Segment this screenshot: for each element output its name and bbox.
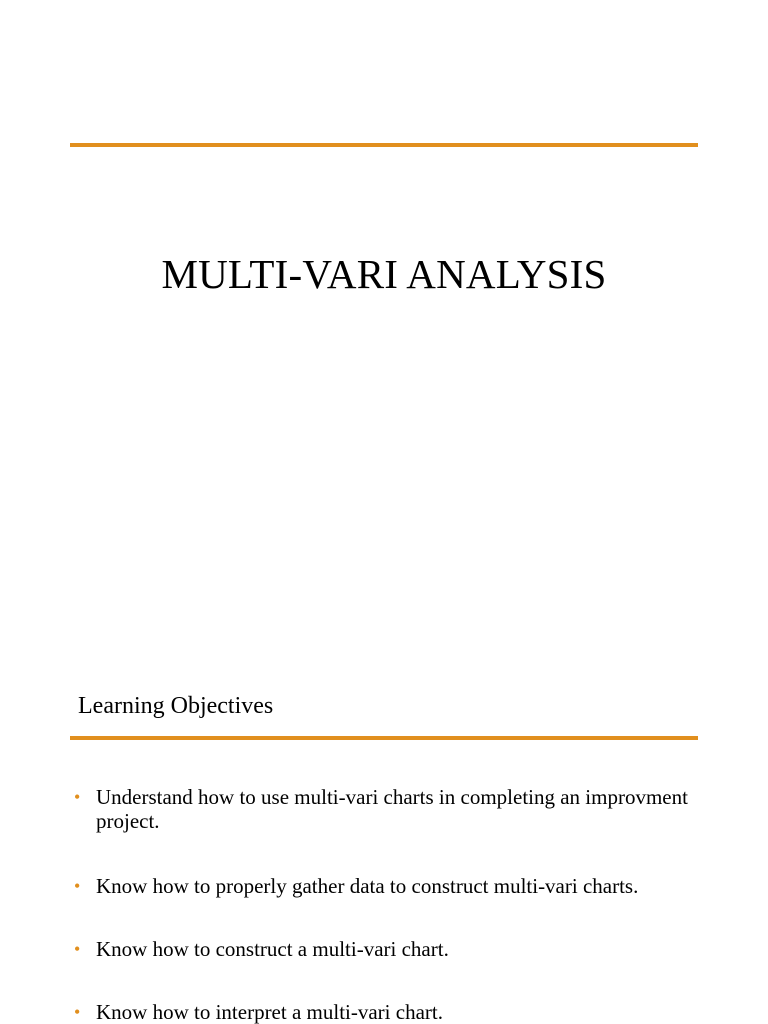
objective-item bbox=[74, 1000, 714, 1024]
bullet-icon: • bbox=[74, 1002, 81, 1022]
title-divider-line bbox=[70, 143, 698, 147]
bullet-icon: • bbox=[74, 787, 81, 807]
section-divider-line bbox=[70, 736, 698, 740]
objective-text: Know how to interpret a multi-vari chart. bbox=[96, 1000, 443, 1024]
bullet-icon: • bbox=[74, 876, 81, 896]
bullet-icon: • bbox=[74, 939, 81, 959]
slide-title: MULTI-VARI ANALYSIS bbox=[161, 251, 607, 297]
section-heading: Learning Objectives bbox=[78, 693, 274, 719]
objective-item bbox=[74, 785, 714, 833]
objective-text: Know how to construct a multi-vari chart. bbox=[96, 937, 449, 961]
objective-item bbox=[74, 874, 714, 898]
objective-item bbox=[74, 937, 714, 961]
objective-text: Understand how to use multi-vari charts in completing an improvment project. bbox=[96, 785, 688, 833]
objective-text: Know how to properly gather data to construct multi-vari charts. bbox=[96, 874, 639, 898]
